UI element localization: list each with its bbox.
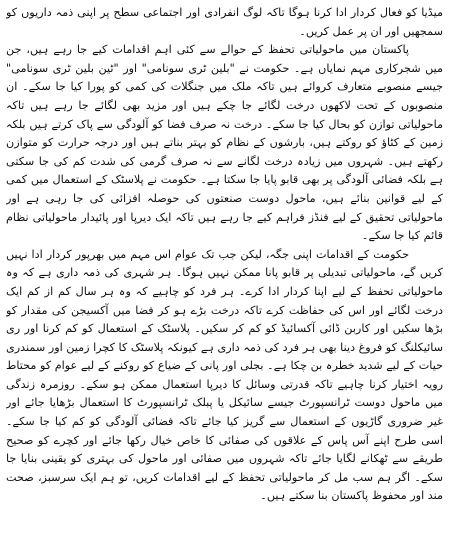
article-paragraph-3: حکومت کے اقدامات اپنی جگہ، لیکن جب تک عوام اس مہم میں بھرپور کردار ادا نہیں کریں گے، ماحولیاتی تبدیلی پر قابو پانا ممکن نہیں ہوگا۔ ہر شہری کی ذمہ داری ہے کہ وہ ماحولیاتی تحفظ کے لیے اپنا کردار ادا کرے۔ ہر فرد کو چاہیے کہ وہ ہر سال کم از کم ایک درخت لگائے اور اس کی حفاظت کرے تاکہ درخت بڑے ہو کر فضا میں آکسیجن کی مقدار کو بڑھا سکیں اور کاربن ڈائی آکسائیڈ کو کم کر سکیں۔ پلاسٹک کے استعمال کو کم کرنا اور ری سائیکلنگ کو فروغ دینا بھی ہر فرد کی ذمہ داری ہے کیونکہ پلاسٹک کا کچرا زمین اور سمندری حیات کے لیے شدید خطرہ بن چکا ہے۔ بجلی اور پانی کے ضیاع کو روکنے کے لیے عوام کو محتاط رویہ اختیار کرنا چاہیے تاکہ قدرتی وسائل کا دیرپا استعمال ممکن ہو سکے۔ روزمرہ زندگی میں ماحول دوست ٹرانسپورٹ جیسے سائیکل یا پبلک ٹرانسپورٹ کا استعمال بڑھایا جائے اور غیر ضروری گاڑیوں کے استعمال سے گریز کیا جائے تاکہ فضائی آلودگی کو کم کیا جا سکے۔ اسی طرح اپنے آس پاس کے علاقوں کی صفائی کا خاص خیال رکھا جائے اور کچرے کو صحیح طریقے سے ٹھکانے لگایا جائے تاکہ شہروں میں صفائی اور ماحول کی بہتری کو یقینی بنایا جا سکے۔ اگر ہم سب مل کر ماحولیاتی تحفظ کے لیے اقدامات کریں، تو ہم ایک سرسبز، صحت مند اور محفوظ پاکستان بنا سکتے ہیں۔ xyxy=(6,247,443,503)
article-paragraph-2: پاکستان میں ماحولیاتی تحفظ کے حوالے سے کئی اہم اقدامات کیے جا رہے ہیں، جن میں شجرکاری مہم نمایاں ہے۔ حکومت نے "بلین ٹری سونامی" اور "ٹین بلین ٹری سونامی" جیسے منصوبے متعارف کروائے ہیں تاکہ ملک میں جنگلات کی کمی کو پورا کیا جا سکے۔ ان منصوبوں کے تحت لاکھوں درخت لگائے جا چکے ہیں اور مزید بھی لگائے جا رہے ہیں تاکہ ماحولیاتی توازن کو بحال کیا جا سکے۔ درخت نہ صرف فضا کو آلودگی سے پاک کرتے ہیں بلکہ زمین کے کٹاؤ کو روکتے ہیں، بارشوں کے نظام کو بہتر بناتے ہیں اور درجہ حرارت کو متوازن رکھتے ہیں۔ شہروں میں زیادہ درخت لگانے سے نہ صرف گرمی کی شدت کم کی جا سکتی ہے بلکہ فضائی آلودگی پر بھی قابو پایا جا سکتا ہے۔ حکومت نے پلاسٹک کے استعمال میں کمی کے لیے قوانین بنائے ہیں، ماحول دوست صنعتوں کی حوصلہ افزائی کی جا رہی ہے اور ماحولیاتی تحقیق کے لیے فنڈز فراہم کیے جا رہے ہیں تاکہ ایک دیرپا اور پائیدار ماحولیاتی نظام قائم کیا جا سکے۔ xyxy=(6,43,443,243)
article-paragraph-1: میڈیا کو فعال کردار ادا کرنا ہوگا تاکہ لوگ انفرادی اور اجتماعی سطح پر اپنی ذمہ داریوں کو سمجھیں اور ان پر عمل کریں۔ xyxy=(6,6,443,38)
article-body xyxy=(6,4,443,535)
